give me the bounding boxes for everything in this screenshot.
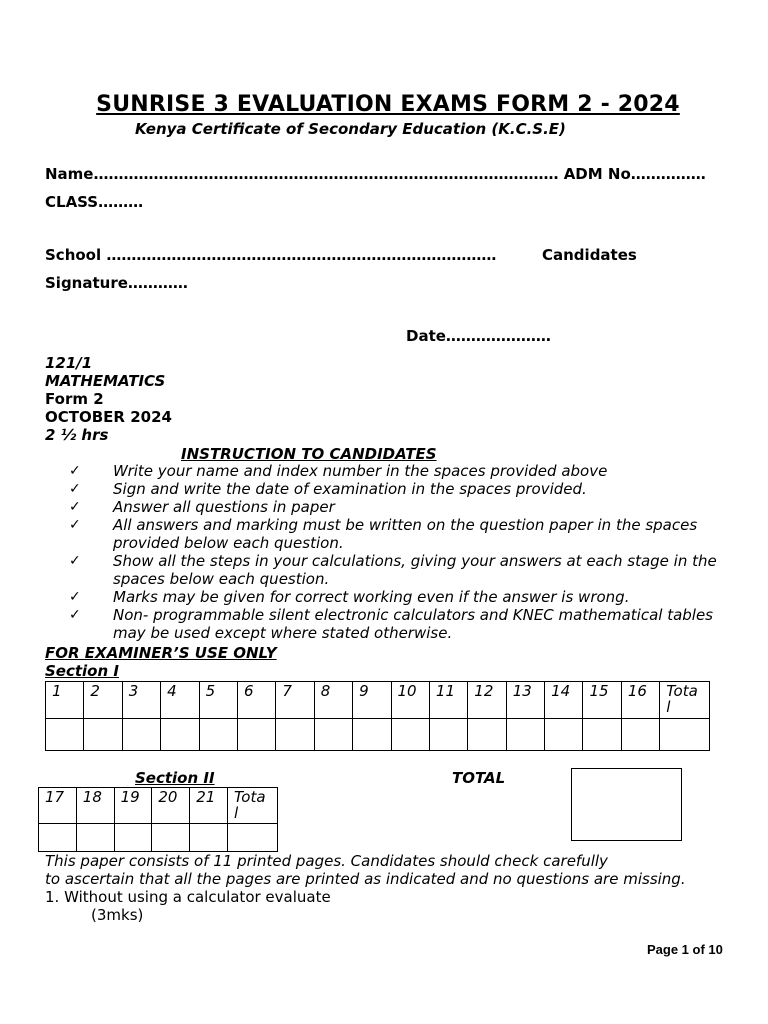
checkmark-icon: ✓ — [69, 589, 81, 605]
score-cell[interactable] — [353, 719, 391, 751]
checkmark-icon: ✓ — [69, 607, 81, 623]
column-header: Tota l — [660, 682, 710, 719]
score-cell[interactable] — [391, 719, 429, 751]
score-cell[interactable] — [39, 824, 77, 852]
instruction-text: provided below each question. — [113, 534, 344, 552]
column-header: 8 — [314, 682, 352, 719]
score-cell[interactable] — [237, 719, 275, 751]
column-header: 19 — [114, 788, 152, 824]
score-cell[interactable] — [114, 824, 152, 852]
instruction-text: Sign and write the date of examination in the spaces provided. — [113, 480, 587, 498]
instruction-item — [0, 552, 740, 588]
column-header: Tota l — [227, 788, 277, 824]
section2-score-table — [38, 787, 278, 852]
instruction-item — [0, 498, 740, 516]
column-header: 9 — [353, 682, 391, 719]
score-cell[interactable] — [660, 719, 710, 751]
instruction-item — [0, 606, 740, 642]
score-cell[interactable] — [468, 719, 506, 751]
score-cell[interactable] — [429, 719, 467, 751]
score-cell[interactable] — [583, 719, 621, 751]
column-header: 17 — [39, 788, 77, 824]
signature-field: Signature………… — [45, 274, 188, 292]
question-1-marks: (3mks) — [91, 906, 144, 924]
score-cell[interactable] — [152, 824, 190, 852]
table-header-row — [39, 788, 278, 824]
score-cell[interactable] — [314, 719, 352, 751]
instruction-item — [0, 462, 740, 480]
column-header: 7 — [276, 682, 314, 719]
column-header: 21 — [190, 788, 228, 824]
section2-label: Section II — [135, 769, 215, 787]
column-header: 15 — [583, 682, 621, 719]
name-field: Name………………………………………………………………………………… ADM No…………… — [45, 165, 706, 183]
score-cell[interactable] — [621, 719, 659, 751]
instruction-text: Non- programmable silent electronic calculators and KNEC mathematical tables — [113, 606, 713, 624]
score-cell[interactable] — [46, 719, 84, 751]
total-label: TOTAL — [452, 769, 506, 787]
checkmark-icon: ✓ — [69, 499, 81, 515]
instruction-item — [0, 480, 740, 498]
column-header: 13 — [506, 682, 544, 719]
total-score-box — [571, 768, 682, 841]
instruction-text: All answers and marking must be written on the question paper in the spaces — [113, 516, 698, 534]
class-field: CLASS……… — [45, 193, 144, 211]
score-cell[interactable] — [276, 719, 314, 751]
instruction-text: may be used except where stated otherwise. — [113, 624, 453, 642]
instruction-item — [0, 588, 740, 606]
score-cell[interactable] — [190, 824, 228, 852]
paper-month: OCTOBER 2024 — [45, 408, 172, 426]
column-header: 4 — [161, 682, 199, 719]
instruction-text: Answer all questions in paper — [113, 498, 335, 516]
table-score-row — [39, 824, 278, 852]
score-cell[interactable] — [84, 719, 122, 751]
score-cell[interactable] — [199, 719, 237, 751]
score-cell[interactable] — [161, 719, 199, 751]
column-header: 5 — [199, 682, 237, 719]
exam-title: SUNRISE 3 EVALUATION EXAMS FORM 2 - 2024 — [96, 92, 680, 117]
score-cell[interactable] — [122, 719, 160, 751]
instruction-item — [0, 516, 740, 552]
section1-label: Section I — [45, 662, 119, 680]
paper-form: Form 2 — [45, 390, 104, 408]
paper-duration: 2 ½ hrs — [45, 426, 109, 444]
column-header: 14 — [545, 682, 583, 719]
column-header: 10 — [391, 682, 429, 719]
candidates-label: Candidates — [542, 246, 637, 264]
checkmark-icon: ✓ — [69, 553, 81, 569]
instructions-heading: INSTRUCTION TO CANDIDATES — [181, 445, 437, 463]
pages-note-line2: to ascertain that all the pages are printed as indicated and no questions are missing. — [45, 870, 686, 888]
column-header: 1 — [46, 682, 84, 719]
paper-code: 121/1 — [45, 354, 93, 372]
score-cell[interactable] — [545, 719, 583, 751]
column-header: 3 — [122, 682, 160, 719]
table-score-row — [46, 719, 710, 751]
checkmark-icon: ✓ — [69, 481, 81, 497]
question-1: 1. Without using a calculator evaluate — [45, 888, 331, 906]
column-header: 20 — [152, 788, 190, 824]
section1-score-table — [45, 681, 710, 751]
score-cell[interactable] — [227, 824, 277, 852]
column-header: 11 — [429, 682, 467, 719]
date-field: Date………………… — [406, 327, 551, 345]
score-cell[interactable] — [506, 719, 544, 751]
instruction-text: Marks may be given for correct working even if the answer is wrong. — [113, 588, 630, 606]
pages-note-line1: This paper consists of 11 printed pages. Candidates should check carefully — [45, 852, 608, 870]
paper-subject: MATHEMATICS — [45, 372, 166, 390]
column-header: 18 — [76, 788, 114, 824]
column-header: 2 — [84, 682, 122, 719]
column-header: 6 — [237, 682, 275, 719]
checkmark-icon: ✓ — [69, 517, 81, 533]
page-number: Page 1 of 10 — [647, 942, 723, 957]
instructions-list — [0, 462, 740, 642]
score-cell[interactable] — [76, 824, 114, 852]
instruction-text: Write your name and index number in the spaces provided above — [113, 462, 608, 480]
examiner-heading: FOR EXAMINER’S USE ONLY — [45, 644, 277, 662]
school-field: School …………………………………………………………………… — [45, 246, 497, 264]
column-header: 16 — [621, 682, 659, 719]
exam-subtitle: Kenya Certificate of Secondary Education (K.C.S.E) — [135, 120, 566, 138]
instruction-text: Show all the steps in your calculations, giving your answers at each stage in the — [113, 552, 717, 570]
checkmark-icon: ✓ — [69, 463, 81, 479]
instruction-text: spaces below each question. — [113, 570, 330, 588]
column-header: 12 — [468, 682, 506, 719]
table-header-row — [46, 682, 710, 719]
